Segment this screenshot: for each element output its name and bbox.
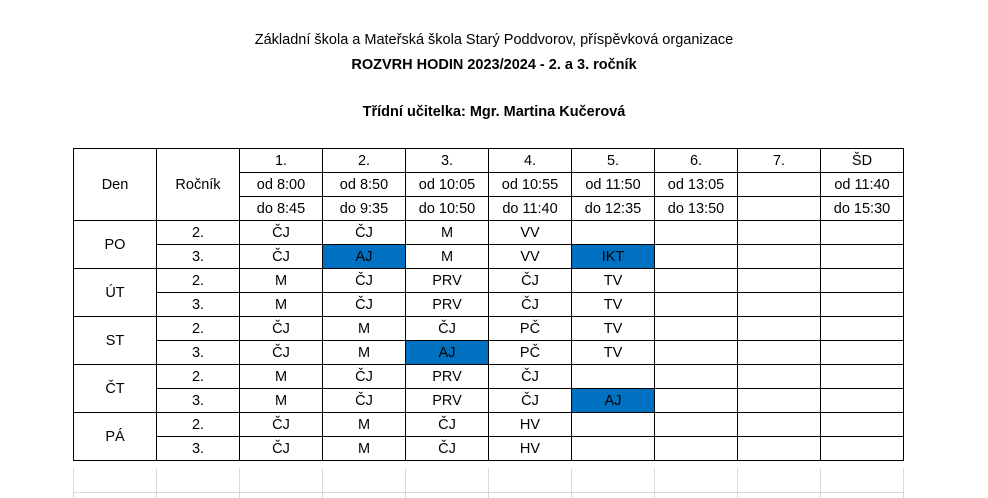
lesson-cell: TV (572, 341, 655, 365)
lesson-cell: M (240, 389, 323, 413)
header-row-periods (74, 149, 904, 173)
lesson-cell: M (240, 365, 323, 389)
day-cell: PO (74, 221, 157, 269)
lesson-cell (821, 293, 904, 317)
period-end: do 11:40 (489, 197, 572, 221)
period-start: od 11:40 (821, 173, 904, 197)
lesson-cell: PRV (406, 293, 489, 317)
day-cell: ÚT (74, 269, 157, 317)
table-row (74, 341, 904, 365)
lesson-cell (821, 245, 904, 269)
lesson-cell (572, 437, 655, 461)
lesson-cell (572, 221, 655, 245)
lesson-cell (655, 413, 738, 437)
period-end: do 15:30 (821, 197, 904, 221)
lesson-cell: ČJ (489, 269, 572, 293)
lesson-cell (655, 341, 738, 365)
lesson-cell (821, 365, 904, 389)
day-cell: ST (74, 317, 157, 365)
grade-cell: 2. (157, 317, 240, 341)
period-start: od 13:05 (655, 173, 738, 197)
school-name: Základní škola a Mateřská škola Starý Poddvorov, příspěvková organizace (254, 32, 734, 48)
period-label: ŠD (821, 149, 904, 173)
period-label: 6. (655, 149, 738, 173)
lesson-cell: ČJ (406, 437, 489, 461)
lesson-cell: HV (489, 437, 572, 461)
lesson-cell: ČJ (240, 437, 323, 461)
period-end (738, 197, 821, 221)
lesson-cell (738, 365, 821, 389)
grade-cell: 2. (157, 269, 240, 293)
period-label: 4. (489, 149, 572, 173)
period-label: 3. (406, 149, 489, 173)
table-row (74, 269, 904, 293)
lesson-cell (821, 221, 904, 245)
lesson-cell (655, 245, 738, 269)
grade-cell: 2. (157, 365, 240, 389)
lesson-cell: PČ (489, 341, 572, 365)
period-label: 2. (323, 149, 406, 173)
lesson-cell: M (406, 245, 489, 269)
lesson-cell: M (240, 293, 323, 317)
lesson-cell: TV (572, 317, 655, 341)
lesson-cell: ČJ (323, 221, 406, 245)
grade-cell: 3. (157, 245, 240, 269)
header-day: Den (74, 149, 157, 221)
period-start: od 8:00 (240, 173, 323, 197)
lesson-cell: PRV (406, 365, 489, 389)
lesson-cell: VV (489, 245, 572, 269)
table-row (74, 245, 904, 269)
lesson-cell (821, 317, 904, 341)
lesson-cell (821, 389, 904, 413)
lesson-cell: VV (489, 221, 572, 245)
lesson-cell (738, 269, 821, 293)
lesson-cell (821, 341, 904, 365)
lesson-cell (572, 365, 655, 389)
lesson-cell: M (323, 413, 406, 437)
lesson-cell (655, 293, 738, 317)
lesson-cell (821, 269, 904, 293)
lesson-cell (738, 437, 821, 461)
lesson-cell: M (323, 437, 406, 461)
lesson-cell: ČJ (240, 413, 323, 437)
lesson-cell: AJ (406, 341, 489, 365)
lesson-cell: AJ (323, 245, 406, 269)
lesson-cell (738, 413, 821, 437)
table-row (74, 293, 904, 317)
lesson-cell: IKT (572, 245, 655, 269)
lesson-cell: ČJ (489, 293, 572, 317)
grade-cell: 3. (157, 437, 240, 461)
table-row (74, 221, 904, 245)
period-label: 7. (738, 149, 821, 173)
period-start: od 10:55 (489, 173, 572, 197)
lesson-cell (655, 389, 738, 413)
day-cell: PÁ (74, 413, 157, 461)
lesson-cell: TV (572, 293, 655, 317)
lesson-cell: ČJ (240, 341, 323, 365)
grade-cell: 2. (157, 221, 240, 245)
lesson-cell: ČJ (489, 389, 572, 413)
lesson-cell (738, 221, 821, 245)
table-row (74, 413, 904, 437)
lesson-cell: ČJ (323, 365, 406, 389)
sheet-gridlines (73, 468, 904, 498)
grade-cell: 3. (157, 341, 240, 365)
period-label: 5. (572, 149, 655, 173)
lesson-cell (738, 389, 821, 413)
lesson-cell (738, 317, 821, 341)
lesson-cell: ČJ (240, 221, 323, 245)
grade-cell: 3. (157, 389, 240, 413)
lesson-cell (655, 221, 738, 245)
lesson-cell (738, 245, 821, 269)
period-label: 1. (240, 149, 323, 173)
lesson-cell: ČJ (240, 317, 323, 341)
period-start: od 8:50 (323, 173, 406, 197)
lesson-cell (655, 437, 738, 461)
lesson-cell: ČJ (240, 245, 323, 269)
lesson-cell (738, 293, 821, 317)
lesson-cell (572, 413, 655, 437)
lesson-cell: HV (489, 413, 572, 437)
lesson-cell: M (406, 221, 489, 245)
period-start: od 11:50 (572, 173, 655, 197)
lesson-cell: ČJ (323, 293, 406, 317)
grade-cell: 2. (157, 413, 240, 437)
period-end: do 13:50 (655, 197, 738, 221)
timetable (73, 148, 904, 461)
schedule-title: ROZVRH HODIN 2023/2024 - 2. a 3. ročník (351, 57, 637, 73)
table-row (74, 317, 904, 341)
lesson-cell: ČJ (489, 365, 572, 389)
table-row (74, 365, 904, 389)
lesson-cell: ČJ (406, 317, 489, 341)
lesson-cell: PRV (406, 269, 489, 293)
table-row (74, 437, 904, 461)
lesson-cell: M (240, 269, 323, 293)
lesson-cell (738, 341, 821, 365)
lesson-cell (655, 317, 738, 341)
period-end: do 10:50 (406, 197, 489, 221)
lesson-cell: ČJ (323, 389, 406, 413)
lesson-cell: ČJ (323, 269, 406, 293)
lesson-cell: AJ (572, 389, 655, 413)
lesson-cell (821, 413, 904, 437)
period-end: do 12:35 (572, 197, 655, 221)
lesson-cell (821, 437, 904, 461)
lesson-cell: PRV (406, 389, 489, 413)
lesson-cell (655, 365, 738, 389)
lesson-cell: TV (572, 269, 655, 293)
lesson-cell: PČ (489, 317, 572, 341)
header-grade: Ročník (157, 149, 240, 221)
lesson-cell: ČJ (406, 413, 489, 437)
class-teacher: Třídní učitelka: Mgr. Martina Kučerová (362, 104, 626, 120)
period-end: do 8:45 (240, 197, 323, 221)
lesson-cell: M (323, 317, 406, 341)
period-start (738, 173, 821, 197)
period-end: do 9:35 (323, 197, 406, 221)
period-start: od 10:05 (406, 173, 489, 197)
day-cell: ČT (74, 365, 157, 413)
lesson-cell: M (323, 341, 406, 365)
lesson-cell (655, 269, 738, 293)
grade-cell: 3. (157, 293, 240, 317)
table-row (74, 389, 904, 413)
